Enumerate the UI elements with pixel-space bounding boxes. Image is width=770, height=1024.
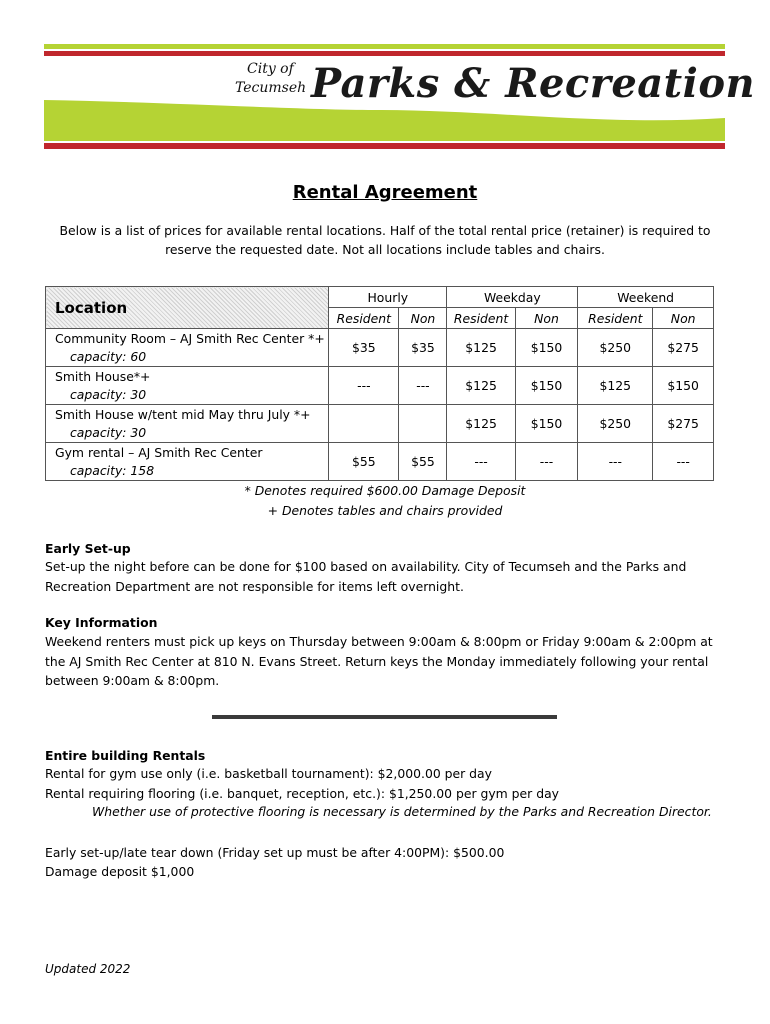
- table-row: [46, 405, 714, 443]
- location-cell: [46, 443, 329, 481]
- rate-cell: $35: [329, 329, 399, 367]
- table-footnotes: [0, 481, 770, 521]
- group-header-weekend: Weekend: [578, 287, 714, 308]
- rate-cell: [329, 405, 399, 443]
- rate-cell: $150: [515, 367, 578, 405]
- table-row: [46, 329, 714, 367]
- damage-deposit-rate: Damage deposit $1,000: [45, 864, 195, 879]
- rate-cell: ---: [515, 443, 578, 481]
- location-cell: [46, 367, 329, 405]
- group-header-weekday: Weekday: [447, 287, 578, 308]
- location-capacity: capacity: 158: [70, 462, 155, 478]
- location-capacity: capacity: 30: [70, 386, 147, 402]
- city-of-text: City of: [247, 61, 294, 77]
- flooring-director-note: Whether use of protective flooring is necessary is determined by the Parks and Recreation Director.: [92, 804, 712, 819]
- subheader-hourly-non: Non: [399, 308, 447, 329]
- rate-cell: ---: [653, 443, 714, 481]
- rate-cell: $250: [578, 405, 653, 443]
- location-capacity: capacity: 60: [70, 348, 147, 364]
- table-row: [46, 443, 714, 481]
- rental-rates-table: [45, 286, 714, 481]
- entire-building-heading: Entire building Rentals: [45, 748, 206, 763]
- rate-cell: $150: [653, 367, 714, 405]
- tables-chairs-note: + Denotes tables and chairs provided: [267, 503, 503, 518]
- key-info-heading: Key Information: [45, 615, 158, 630]
- subheader-weekday-resident: Resident: [447, 308, 515, 329]
- location-header: Location: [46, 287, 329, 329]
- section-divider: [212, 715, 557, 719]
- rate-cell: $125: [447, 367, 515, 405]
- deposit-note: * Denotes required $600.00 Damage Deposit: [244, 483, 526, 498]
- subheader-weekday-non: Non: [515, 308, 578, 329]
- early-setup-heading: Early Set-up: [45, 541, 131, 556]
- subheader-weekend-resident: Resident: [578, 308, 653, 329]
- rate-cell: $150: [515, 405, 578, 443]
- rate-cell: $275: [653, 405, 714, 443]
- rate-cell: $150: [515, 329, 578, 367]
- updated-date: Updated 2022: [45, 962, 131, 976]
- subheader-hourly-resident: Resident: [329, 308, 399, 329]
- intro-paragraph: Below is a list of prices for available rental locations. Half of the total rental price (retainer) is required to reserve the requested date. Not all locations include tables and chairs.: [59, 223, 711, 257]
- location-name: Gym rental – AJ Smith Rec Center: [55, 444, 263, 460]
- location-capacity: capacity: 30: [70, 424, 147, 440]
- key-info-text: Weekend renters must pick up keys on Thursday between 9:00am & 8:00pm or Friday 9:00am & 2:00pm at the AJ Smith Rec Center at 810 N. Evans Street. Return keys the Monday immediately following your rental between 9:00am & 8:00pm.: [45, 634, 713, 688]
- location-name: Smith House*+: [55, 368, 151, 384]
- rate-cell: $55: [329, 443, 399, 481]
- rate-cell: [399, 405, 447, 443]
- rate-cell: $275: [653, 329, 714, 367]
- bottom-red-stripe: [44, 143, 725, 149]
- early-setup-text: Set-up the night before can be done for $100 based on availability. City of Tecumseh and the Parks and Recreation Department are not responsible for items left overnight.: [45, 559, 687, 594]
- rate-cell: $55: [399, 443, 447, 481]
- brand-logo-text: Parks & Recreation: [311, 60, 756, 107]
- location-name: Community Room – AJ Smith Rec Center *+: [55, 330, 325, 346]
- rate-cell: $250: [578, 329, 653, 367]
- page-title: Rental Agreement: [292, 182, 478, 203]
- rate-cell: $125: [447, 405, 515, 443]
- rate-cell: ---: [447, 443, 515, 481]
- table-row: [46, 367, 714, 405]
- location-cell: [46, 405, 329, 443]
- rate-cell: $125: [578, 367, 653, 405]
- rate-cell: ---: [399, 367, 447, 405]
- early-setup-late-teardown-rate: Early set-up/late tear down (Friday set up must be after 4:00PM): $500.00: [45, 845, 505, 860]
- rate-cell: ---: [329, 367, 399, 405]
- gym-only-rate: Rental for gym use only (i.e. basketball tournament): $2,000.00 per day: [45, 766, 492, 781]
- top-green-stripe: [44, 44, 725, 49]
- city-name-text: Tecumseh: [235, 80, 307, 96]
- rate-cell: $125: [447, 329, 515, 367]
- rate-cell: ---: [578, 443, 653, 481]
- subheader-weekend-non: Non: [653, 308, 714, 329]
- location-cell: [46, 329, 329, 367]
- top-red-stripe: [44, 51, 725, 56]
- flooring-rate: Rental requiring flooring (i.e. banquet, reception, etc.): $1,250.00 per gym per day: [45, 786, 559, 801]
- group-header-hourly: Hourly: [329, 287, 447, 308]
- rate-cell: $35: [399, 329, 447, 367]
- location-name: Smith House w/tent mid May thru July *+: [55, 406, 311, 422]
